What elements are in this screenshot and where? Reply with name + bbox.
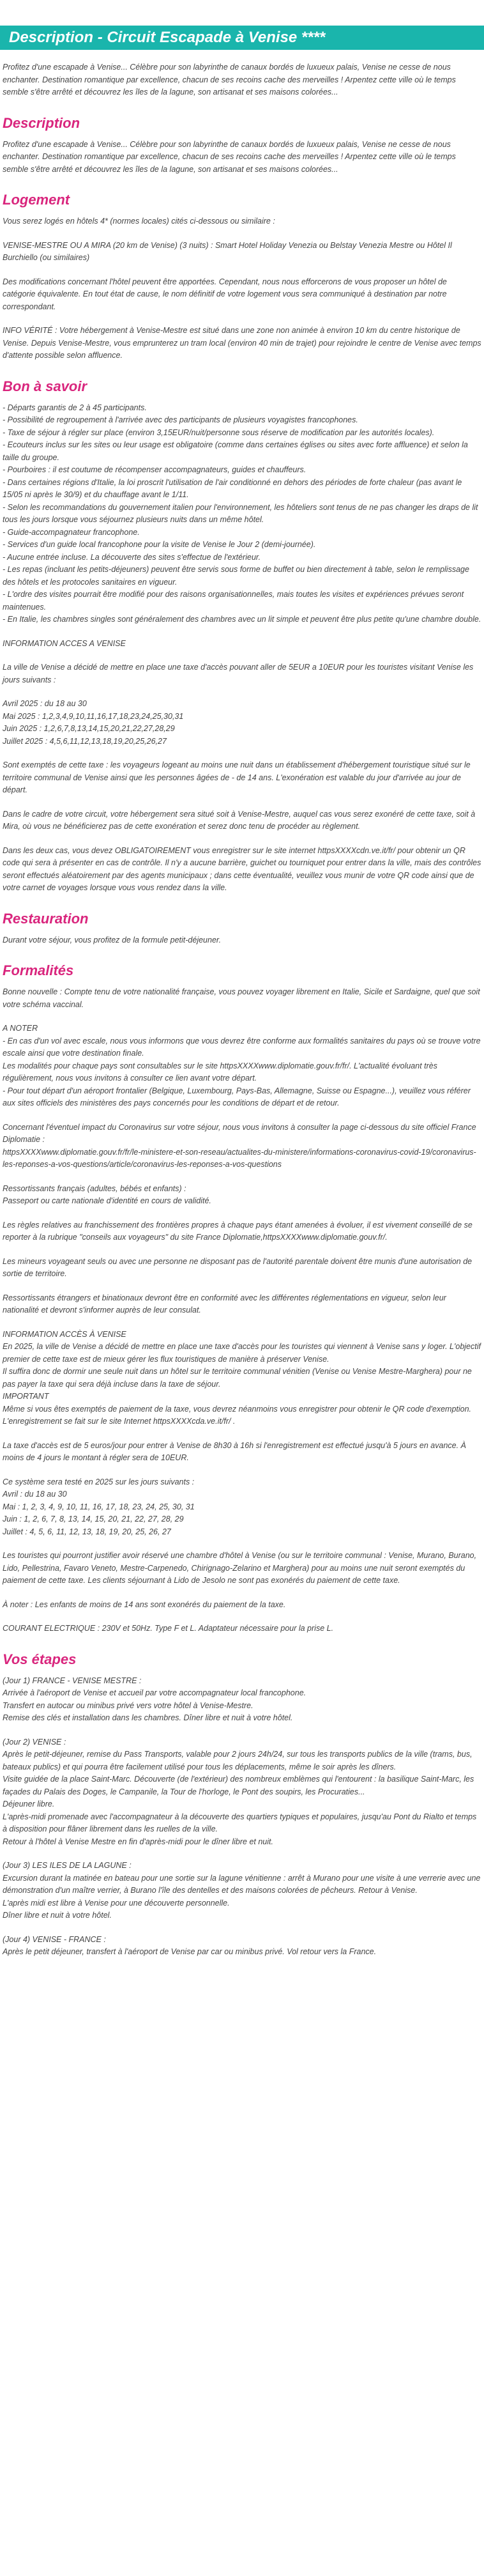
etape-jour-3: (Jour 3) LES ILES DE LA LAGUNE : Excursion durant la matinée en bateau pour une sortie sur la lagune vénitienne : arrêt à Murano pour une visite à une verrerie avec une démonstration d'un maître verrier, à Burano l'île des dentelles et des maisons colorées de pêcheurs. Retour à Venise. L'après midi est libre à Venise pour une découverte personnelle. Dîner libre et nuit à votre hôtel. [3, 1861, 481, 1920]
bon-a-savoir-text-3: La ville de Venise a décidé de mettre en place une taxe d'accès pouvant aller de 5EUR a 10EUR pour les touristes visitant Venise les jours suivants : [3, 663, 474, 684]
etape-jour-2: (Jour 2) VENISE : Après le petit-déjeuner, remise du Pass Transports, valable pour 2 jours 24h/24, sur tous les transports publics de la ville (trams, bus, bateaux publics) et qui pourra être facilement utilisé pour tous les déplacements, même le soir après les dîners. Visite guidée de la place Saint-Marc. Découverte (de l'extérieur) des nombreux emblèmes qui l'entourent : la basilique Saint-Marc, les façades du Palais des Doges, le Campanile, la Tour de l'horloge, le Pont des soupirs, les Procuraties... Déjeuner libre. L'après-midi promenade avec l'accompagnateur à la découverte des quartiers typiques et populaires, jusqu'au Pont du Rialto et temps à disposition pour flâner librement dans les ruelles de la ville. Retour à l'hôtel à Venise Mestre en fin d'après-midi pour le dîner libre et nuit. [3, 1737, 477, 1846]
heading-description: Description [3, 114, 80, 131]
logement-text-1: Vous serez logés en hôtels 4* (normes locales) cités ci-dessous ou similaire : [3, 217, 275, 226]
formalites-text-5: Les règles relatives au franchissement des frontières propres à chaque pays étant amenées à évoluer, il est vivement conseillé de se reporter à la rubrique "conseils aux voyageurs" du site France Diplomatie,httpsXXXXwww.diplomatie.gouv.fr/. [3, 1220, 473, 1242]
heading-logement: Logement [3, 192, 70, 208]
page-title-banner [0, 26, 484, 50]
formalites-text-3: Concernant l'éventuel impact du Coronavirus sur votre séjour, nous vous invitons à consulter la page ci-dessous du site officiel France Diplomatie : httpsXXXXwww.diplomatie.gouv.fr/fr/le-ministere-et-son-reseau/actualites-du-ministere/informations-coronavirus-covid-19/coronavirus-les-reponses-a-vos-questions/article/coronavirus-les-reponses-a-vos-questions [3, 1122, 476, 1169]
formalites-text-2: A NOTER - En cas d'un vol avec escale, nous vous informons que vous devrez être conforme aux formalités sanitaires du pays où se trouve votre escale ainsi que votre destination finale. Les modalités pour chaque pays sont consultables sur le site httpsXXXXwww.diplomatie.gouv.fr/fr/. L'actualité évoluant très régulièrement, nous vous invitons à consulter ce lien avant votre départ. - Pour tout départ d'un aéroport frontalier (Belgique, Luxembourg, Pays-Bas, Allemagne, Suisse ou Espagne...), veuillez vous référer aux sites officiels des ministères des pays concernés pour les conditions de départ et de retour. [3, 1024, 481, 1107]
bon-a-savoir-dates: Avril 2025 : du 18 au 30 Mai 2025 : 1,2,3,4,9,10,11,16,17,18,23,24,25,30,31 Juin 2025 : 1,2,6,7,8,13,14,15,20,21,22,27,28,29 Juillet 2025 : 4,5,6,11,12,13,18,19,20,25,26,27 [3, 699, 184, 746]
bon-a-savoir-text-6: Dans le cadre de votre circuit, votre hébergement sera situé soit à Venise-Mestre, auquel cas vous serez exonéré de cette taxe, soit à Mira, où vous ne bénéficierez pas de cette exonération et serez donc tenu de procéder au règlement. [3, 809, 476, 831]
etape-jour-1: (Jour 1) FRANCE - VENISE MESTRE : Arrivée à l'aéroport de Venise et accueil par votre accompagnateur local francophone. Transfert en autocar ou minibus privé vers votre hôtel à Venise-Mestre. Remise des clés et installation dans les chambres. Dîner libre et nuit à votre hôtel. [3, 1676, 306, 1722]
logement-text-2: VENISE-MESTRE OU A MIRA (20 km de Venise) (3 nuits) : Smart Hotel Holiday Venezia ou Belstay Venezia Mestre ou Hôtel Il Burchiello (ou similaires) [3, 240, 452, 262]
formalites-text-11: Les touristes qui pourront justifier avoir réservé une chambre d'hôtel à Venise (ou sur le territoire communal : Venise, Murano, Burano, Lido, Pellestrina, Favaro Veneto, Mestre-Carpenedo, Chirignago-Zelarino et Marghera) pour au moins une nuit seront exemptés du paiement de cette taxe. Les clients séjournant à Lido de Jesolo ne sont pas exonérés du paiement de cette taxe. [3, 1551, 477, 1585]
formalites-text-6: Les mineurs voyageant seuls ou avec une personne ne disposant pas de l'autorité parentale doivent être munis d'une autorisation de sortie de territoire. [3, 1256, 473, 1278]
logement-text-4: INFO VÉRITÉ : Votre hébergement à Venise-Mestre est situé dans une zone non animée à environ 10 km du centre historique de Venise. Depuis Venise-Mestre, vous emprunterez un tram local (environ 40 min de trajet) pour rejoindre le centre de Venise avec temps d'attente possible selon affluence. [3, 326, 481, 360]
formalites-text-8: INFORMATION ACCÈS À VENISE En 2025, la ville de Venise a décidé de mettre en place une taxe d'accès pour les touristes qui viennent à Venise sans y loger. L'objectif premier de cette taxe est de mieux gérer les flux touristiques de manière à préserver Venise. Il suffira donc de dormir une seule nuit dans un hôtel sur le territoire communal vénitien (Venise ou Venise Mestre-Marghera) pour ne pas payer la taxe qui sera déjà incluse dans la taxe de séjour. IMPORTANT Même si vous êtes exemptés de paiement de la taxe, vous devrez néanmoins vous enregistrer pour obtenir le QR code d'exemption. L'enregistrement se fait sur le site Internet httpsXXXXcda.ve.it/fr/ . [3, 1329, 481, 1426]
formalites-text-9: La taxe d'accès est de 5 euros/jour pour entrer à Venise de 8h30 à 16h si l'enregistrement est effectué jusqu'à 5 jours en avance. À moins de 4 jours le montant à régler sera de 10EUR. [3, 1440, 466, 1462]
description-text: Profitez d'une escapade à Venise... Célèbre pour son labyrinthe de canaux bordés de luxueux palais, Venise ne cesse de nous enchanter. Destination romantique par excellence, chacun de ses recoins cache des merveilles ! Arpentez cette ville où le temps semble s'être arrêté et découvrez les îles de la lagune, son artisanat et ses maisons colorées... [3, 139, 456, 174]
formalites-text-10: Ce système sera testé en 2025 sur les jours suivants : Avril : du 18 au 30 Mai : 1, 2, 3, 4, 9, 10, 11, 16, 17, 18, 23, 24, 25, 30, 31 Juin : 1, 2, 6, 7, 8, 13, 14, 15, 20, 21, 22, 27, 28, 29 Juillet : 4, 5, 6, 11, 12, 13, 18, 19, 20, 25, 26, 27 [3, 1477, 195, 1536]
heading-bon-a-savoir: Bon à savoir [3, 378, 87, 394]
heading-vos-etapes: Vos étapes [3, 1651, 77, 1667]
formalites-text-13: COURANT ELECTRIQUE : 230V et 50Hz. Type F et L. Adaptateur nécessaire pour la prise L. [3, 1624, 334, 1633]
intro-text: Profitez d'une escapade à Venise... Célèbre pour son labyrinthe de canaux bordés de luxueux palais, Venise ne cesse de nous enchanter. Destination romantique par excellence, chacun de ses recoins cache des merveilles ! Arpentez cette ville où le temps semble s'être arrêté et découvrez les îles de la lagune, son artisanat et ses maisons colorées... [3, 63, 456, 96]
formalites-text-7: Ressortissants étrangers et binationaux devront être en conformité avec les différentes réglementations en vigueur, selon leur nationalité et devront s'informer auprès de leur consulat. [3, 1293, 446, 1315]
page-title: Description - Circuit Escapade à Venise **** [9, 29, 326, 46]
bon-a-savoir-text-5: Sont exemptés de cette taxe : les voyageurs logeant au moins une nuit dans un établissement d'hébergement touristique situé sur le territoire communal de Venise ainsi que les personnes âgées de - de 14 ans. L'exonération est valable du jour d'arrivée au jour de départ. [3, 760, 471, 794]
content [0, 61, 484, 1959]
restauration-text: Durant votre séjour, vous profitez de la formule petit-déjeuner. [3, 935, 222, 945]
formalites-text-4: Ressortissants français (adultes, bébés et enfants) : Passeport ou carte nationale d'identité en cours de validité. [3, 1184, 211, 1205]
heading-restauration: Restauration [3, 910, 89, 927]
bon-a-savoir-info-heading: INFORMATION ACCES A VENISE [3, 638, 126, 648]
bon-a-savoir-list: - Départs garantis de 2 à 45 participants. - Possibilité de regroupement à l'arrivée avec des participants de plusieurs voyagistes francophones. - Taxe de séjour à régler sur place (environ 3,15EUR/nuit/personne sous réserve de modification par les autorités locales). - Ecouteurs inclus sur les sites ou leur usage est obligatoire (comme dans certaines églises ou sites avec forte affluence) et selon la taille du groupe. - Pourboires : il est coutume de récompenser accompagnateurs, guides et chauffeurs. - Dans certaines régions d'Italie, la loi proscrit l'utilisation de l'air conditionné en dehors des périodes de forte chaleur (pas avant le 15/05 ni après le 30/9) et du chauffage avant le 1/11. - Selon les recommandations du gouvernement italien pour l'environnement, les hôteliers sont tenus de ne pas changer les draps de lit tous les jours lorsque vous séjournez plusieurs nuits dans un même hôtel. - Guide-accompagnateur francophone. - Services d'un guide local francophone pour la visite de Venise le Jour 2 (demi-journée). - Aucune entrée incluse. La découverte des sites s'effectue de l'extérieur. - Les repas (incluant les petits-déjeuners) peuvent être servis sous forme de buffet ou bien directement à table, selon le remplissage des hôtels et les protocoles sanitaires en vigueur. - L'ordre des visites pourrait être modifié pour des raisons organisationnelles, mais toutes les visites et expériences prévues seront maintenues. - En Italie, les chambres singles sont généralement des chambres avec un lit simple et peuvent être plus petite qu'une chambre double. [3, 403, 481, 624]
formalites-text-1: Bonne nouvelle : Compte tenu de votre nationalité française, vous pouvez voyager librement en Italie, Sicile et Sardaigne, quel que soit votre schéma vaccinal. [3, 987, 480, 1009]
heading-formalites: Formalités [3, 962, 74, 978]
formalites-text-12: À noter : Les enfants de moins de 14 ans sont exonérés du paiement de la taxe. [3, 1600, 286, 1609]
etape-jour-4: (Jour 4) VENISE - FRANCE : Après le petit déjeuner, transfert à l'aéroport de Venise par car ou minibus privé. Vol retour vers la France. [3, 1934, 377, 1956]
bon-a-savoir-text-7: Dans les deux cas, vous devez OBLIGATOIREMENT vous enregistrer sur le site internet httpsXXXXcdn.ve.it/fr/ pour obtenir un QR code qui sera à présenter en cas de contrôle. Il n'y a aucune barrière, guichet ou tourniquet pour entrer dans la ville, mais des contrôles seront effectués aléatoirement par des agents municipaux ; dans cette éventualité, veuillez vous munir de votre QR code ainsi que de votre carnet de voyages lorsque vous vous rendez dans la ville. [3, 845, 481, 892]
logement-text-3: Des modifications concernant l'hôtel peuvent être apportées. Cependant, nous nous efforcerons de vous proposer un hôtel de catégorie équivalente. En tout état de cause, le nom définitif de votre logement vous sera communiqué à destination par notre correspondant. [3, 277, 447, 311]
